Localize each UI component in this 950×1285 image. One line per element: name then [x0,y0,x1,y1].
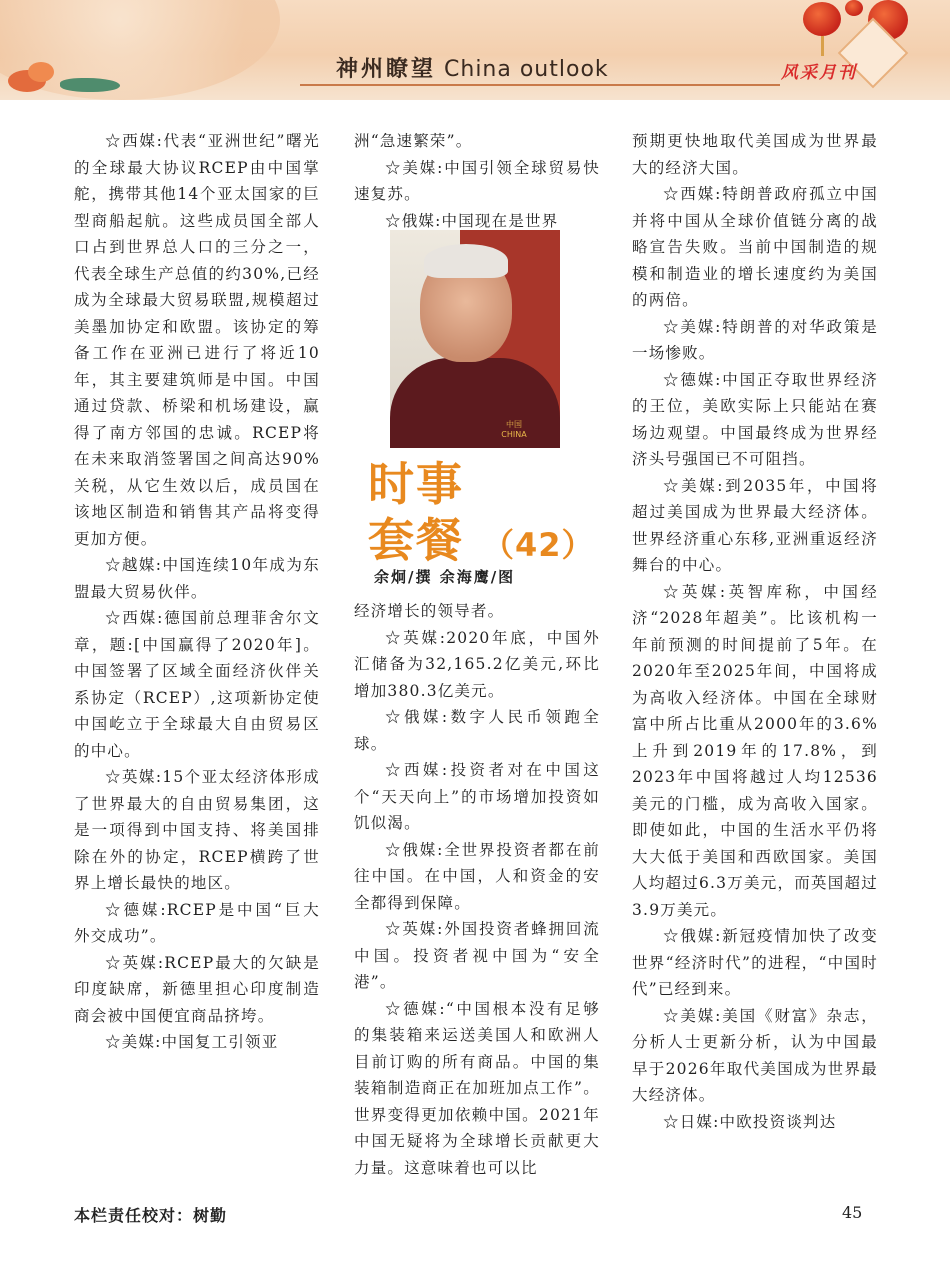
news-paragraph: ☆越媒:中国连续10年成为东盟最大贸易伙伴。 [74,556,320,601]
portrait-hair [424,244,508,278]
news-paragraph: ☆英媒:2020年底，中国外汇储备为32,165.2亿美元,环比增加380.3亿美元。 [354,628,600,700]
news-paragraph: ☆德媒:中国正夺取世界经济的王位，美欧实际上只能站在赛场边观望。中国最终成为世界经济头号强国已不可阻挡。 [632,370,878,468]
flower-decoration [28,62,54,82]
news-paragraph: ☆美媒:特朗普的对华政策是一场惨败。 [632,317,878,362]
issue-number: （42） [482,526,595,564]
news-paragraph: ☆美媒:到2035年，中国将超过美国成为世界最大经济体。世界经济重心东移,亚洲重返经济舞台的中心。 [632,476,878,574]
news-paragraph-continued: 经济增长的领导者。 [354,602,505,620]
news-paragraph: ☆德媒:“中国根本没有足够的集装箱来运送美国人和欧洲人目前订购的所有商品。中国的集装箱制造商正在加班加点工作”。世界变得更加依赖中国。2021年中国无疑将为全球增长贡献更大力量。这意味着也可以比 [354,999,600,1177]
article-column-middle-top [354,128,600,234]
news-paragraph: ☆美媒:中国引领全球贸易快速复苏。 [354,158,600,203]
article-column-middle-bottom [354,598,600,1181]
news-paragraph: ☆西媒:德国前总理菲舍尔文章，题:[中国赢得了2020年]。中国签署了区域全面经济伙伴关系协定（RCEP）,这项新协定使中国屹立于全球最大自由贸易区的中心。 [74,609,320,760]
proofreader-credit: 本栏责任校对：树勤 [74,1206,228,1225]
news-paragraph: ☆英媒:外国投资者蜂拥回流中国。投资者视中国为“安全港”。 [354,920,600,991]
magazine-badge: 风采月刊 [781,63,857,83]
author-portrait-photo [390,230,560,448]
article-column-right [632,128,878,1135]
news-paragraph: ☆美媒:中国复工引领亚 [105,1033,279,1051]
news-paragraph: ☆英媒:英智库称，中国经济“2028年超美”。比该机构一年前预测的时间提前了5年。在2020年至2025年间，中国将成为高收入经济体。中国在全球财富中所占比重从2000年的3.6%上升到2019年的17.8%，到2023年中国将越过人均12536美元的门槛，成为高收入国家。即使如此，中国的生活水平仍将大大低于美国和西欧国家。美国人均超过6.3万美元，而英国超过3.9万美元。 [632,582,878,919]
news-paragraph: ☆日媒:中欧投资谈判达 [663,1112,837,1131]
article-column-left [74,128,320,1056]
news-paragraph: ☆英媒:15个亚太经济体形成了世界最大的自由贸易集团，这是一项得到中国支持、将美国排除在外的协定，RCEP横跨了世界上增长最快的地区。 [74,768,320,892]
news-paragraph: ☆德媒:RCEP是中国“巨大外交成功”。 [74,900,320,945]
section-title-cn: 神州瞭望 [336,57,437,82]
news-paragraph: ☆西媒:特朗普政府孤立中国并将中国从全球价值链分离的战略宣告失败。当前中国制造的规模和制造业的增长速度约为美国的两倍。 [632,185,878,309]
section-title-en: China outlook [444,57,609,82]
news-paragraph-continued: 预期更快地取代美国成为世界最大的经济大国。 [632,132,878,177]
lantern-icon [803,2,841,36]
article-title [368,456,608,573]
news-paragraph-continued: 洲“急速繁荣”。 [354,132,473,150]
news-paragraph: ☆西媒:投资者对在中国这个“天天向上”的市场增加投资如饥似渴。 [354,761,600,832]
news-paragraph: ☆俄媒:新冠疫情加快了改变世界“经济时代”的进程，“中国时代”已经到来。 [632,927,878,998]
news-paragraph: ☆俄媒:中国现在是世界 [385,211,559,230]
article-byline: 余炯/撰 余海鹰/图 [374,568,516,586]
shirt-print: 中国 CHINA [501,420,527,439]
portrait-shirt [390,358,560,448]
news-paragraph: ☆俄媒:数字人民币领跑全球。 [354,708,600,753]
lantern-icon [845,0,863,16]
lantern-tassel [821,36,824,56]
page-number: 45 [842,1203,863,1222]
article-title-line1: 时事 [368,457,464,511]
news-paragraph: ☆西媒:代表“亚洲世纪”曙光的全球最大协议RCEP由中国掌舵，携带其他14个亚太国家的巨型商船起航。这些成员国全部人口占到世界总人口的三分之一，代表全球生产总值的约30%,已经成为全球最大贸易联盟,规模超过美墨加协定和欧盟。该协定的筹备工作在亚洲已进行了将近10年，其主要建筑师是中国。中国通过贷款、桥梁和机场建设，赢得了南方邻国的忠诚。RCEP将在未来取消签署国之间高达90%关税，从它生效以后，成员国在该地区制造和销售其产品将变得更加方便。 [74,132,320,548]
page-header [0,0,950,100]
article-title-line2: 套餐 [368,513,464,567]
header-rule [300,84,780,86]
magazine-section-title [336,52,609,82]
news-paragraph: ☆美媒:美国《财富》杂志，分析人士更新分析，认为中国最早于2026年取代美国成为世界最大经济体。 [632,1006,878,1104]
leaf-decoration [60,78,120,92]
news-paragraph: ☆俄媒:全世界投资者都在前往中国。在中国，人和资金的安全都得到保障。 [354,840,600,912]
news-paragraph: ☆英媒:RCEP最大的欠缺是印度缺席，新德里担心印度制造商会被中国便宜商品挤垮。 [74,953,320,1025]
